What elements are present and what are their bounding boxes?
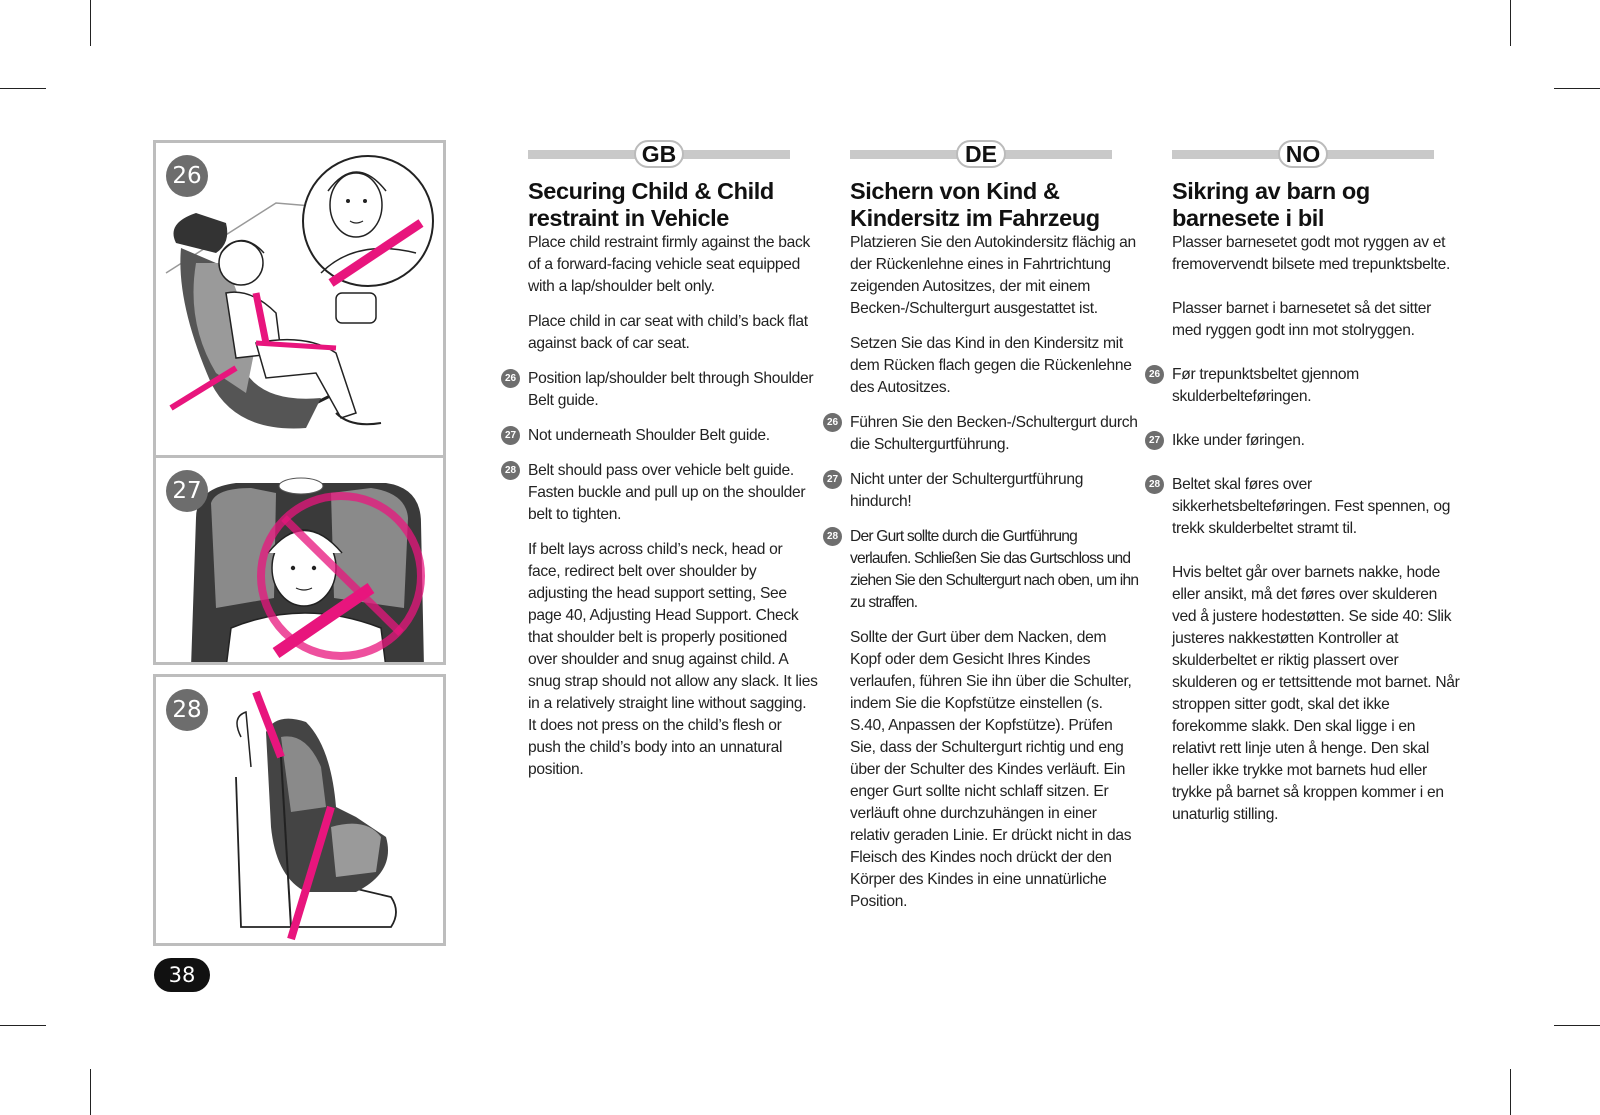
step-26: [1148, 364, 1462, 408]
step-number-badge: 26: [501, 369, 520, 388]
figure-number-badge: 26: [166, 155, 208, 197]
step-27: [1148, 430, 1462, 452]
step-text: Beltet skal føres over sikkerhetsbelteføringen. Fest spennen, og trekk skulderbeltet stramt til.: [1172, 476, 1451, 537]
crop-mark: [1554, 1025, 1600, 1026]
paragraph: If belt lays across child’s neck, head or face, redirect belt over shoulder by adjusting the head support setting, See page 40, Adjusting Head Support. Check that shoulder belt is properly positioned over shoulder and snug against child. A snug strap should not allow any slack. It lies in a relatively straight line without sagging. It does not press on the child’s flesh or push the child’s body into an unnatural position.: [528, 541, 818, 778]
crop-mark: [1510, 0, 1511, 46]
page-number: 38: [154, 958, 210, 992]
crop-mark: [1510, 1069, 1511, 1115]
figure-27-panel: [153, 455, 446, 665]
crop-mark: [0, 1025, 46, 1026]
paragraph: Plasser barnesetet godt mot ryggen av et fremovervendt bilsete med trepunktsbelte.: [1172, 234, 1451, 273]
paragraph: Setzen Sie das Kind in den Kindersitz mit dem Rücken flach gegen die Rückenlehne des Autositzes.: [850, 335, 1132, 396]
no-language-bar: [1172, 140, 1434, 170]
step-28: [826, 526, 1140, 614]
section-title: Sikring av barn og barnesete i bil: [1172, 178, 1370, 231]
step-text: Nicht unter der Schultergurtführung hindurch!: [850, 471, 1084, 510]
paragraph: Sollte der Gurt über dem Nacken, dem Kopf oder dem Gesicht Ihres Kindes verlaufen, führen Sie ihn über die Schulter, indem Sie die Kopfstütze einstellen (s. S.40, Anpassen der Kopfstütze). Prüfen Sie, dass der Schultergurt richtig und eng über der Schulter des Kindes verläuft. Ein enger Gurt sollte nicht schlaff sitzen. Er verläuft ohne durchzuhängen in einer relativ geraden Linie. Er drückt nicht in das Fleisch des Kindes noch drückt der den Körper des Kindes in eine unnatürliche Position.: [850, 629, 1132, 910]
paragraph: Platzieren Sie den Autokindersitz flächig an der Rückenlehne eines in Fahrtrichtung zeigenden Autositzes, der mit einem Becken-/Schultergurt ausgestattet ist.: [850, 234, 1136, 317]
step-number-badge: 28: [823, 527, 842, 546]
crop-mark: [90, 0, 91, 46]
step-text: Før trepunktsbeltet gjennom skulderbelteføringen.: [1172, 366, 1359, 405]
figure-28-panel: [153, 674, 446, 946]
step-number-badge: 27: [1145, 431, 1164, 450]
crop-mark: [1554, 88, 1600, 89]
step-27: [826, 469, 1140, 513]
gb-column: [504, 140, 818, 794]
de-column: [826, 140, 1140, 926]
language-label: NO: [1278, 140, 1328, 168]
paragraph: Place child restraint firmly against the back of a forward-facing vehicle seat equipped with a lap/shoulder belt only.: [528, 234, 811, 295]
step-28: [504, 460, 818, 526]
step-number-badge: 28: [501, 461, 520, 480]
paragraph: Hvis beltet går over barnets nakke, hode eller ansikt, må det føres over skulderen ved å justere hodestøtten. Se side 40: Slik justeres nakkestøtten Kontroller at skulderbeltet er riktig plassert over skulderen og er tettsittende mot barnet. Når stroppen sitter godt, skal det ikke forekomme slakk. Den skal ligge i en relativt rett linje uten å henge. Den skal heller ikke trykke mot barnets hud eller trykke på barnet så kroppen kommer i en unaturlig stilling.: [1172, 564, 1460, 823]
no-column: [1148, 140, 1462, 839]
paragraph: Plasser barnet i barnesetet så det sitter med ryggen godt inn mot stolryggen.: [1172, 300, 1431, 339]
step-number-badge: 27: [501, 426, 520, 445]
language-label: DE: [956, 140, 1006, 168]
step-number-badge: 27: [823, 470, 842, 489]
figure-26-panel: [153, 140, 446, 459]
step-number-badge: 26: [823, 413, 842, 432]
figure-number-badge: 27: [166, 470, 208, 512]
step-text: Ikke under føringen.: [1172, 432, 1305, 449]
gb-language-bar: [528, 140, 790, 170]
crop-mark: [0, 88, 46, 89]
section-title: Sichern von Kind & Kindersitz im Fahrzeug: [850, 178, 1100, 231]
paragraph: Place child in car seat with child’s back flat against back of car seat.: [528, 313, 808, 352]
figure-number-badge: 28: [166, 689, 208, 731]
crop-mark: [90, 1069, 91, 1115]
step-text: Belt should pass over vehicle belt guide. Fasten buckle and pull up on the shoulder belt to tighten.: [528, 462, 806, 523]
step-27: [504, 425, 818, 447]
step-text: Der Gurt sollte durch die Gurtführung verlaufen. Schließen Sie das Gurtschloss und ziehen Sie den Schultergurt nach oben, um ihn zu straffen.: [850, 528, 1139, 611]
step-text: Führen Sie den Becken-/Schultergurt durch die Schultergurtführung.: [850, 414, 1138, 453]
step-text: Position lap/shoulder belt through Shoulder Belt guide.: [528, 370, 814, 409]
de-language-bar: [850, 140, 1112, 170]
step-number-badge: 28: [1145, 475, 1164, 494]
step-number-badge: 26: [1145, 365, 1164, 384]
step-text: Not underneath Shoulder Belt guide.: [528, 427, 770, 444]
language-label: GB: [634, 140, 684, 168]
step-26: [504, 368, 818, 412]
step-26: [826, 412, 1140, 456]
step-28: [1148, 474, 1462, 540]
section-title: Securing Child & Child restraint in Vehicle: [528, 178, 774, 231]
